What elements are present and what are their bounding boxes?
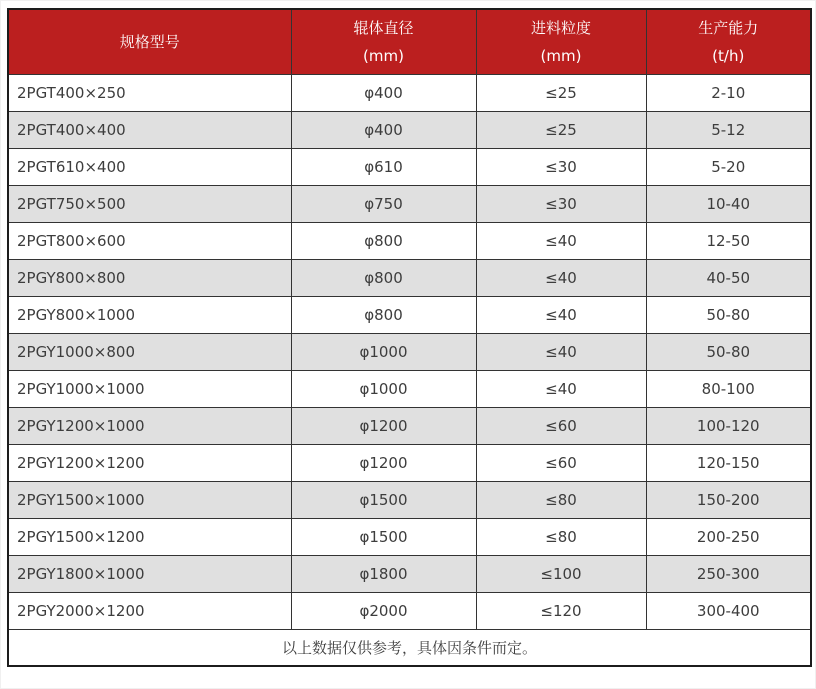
capacity-cell: 150-200 [646, 481, 811, 518]
col-header-capacity-unit: (t/h) [712, 46, 745, 65]
spec-row [8, 74, 811, 111]
spec-row [8, 259, 811, 296]
capacity-cell: 5-20 [646, 148, 811, 185]
col-header-feed-size-title: 进料粒度 [530, 18, 591, 37]
model-cell: 2PGT800×600 [8, 222, 291, 259]
model-cell: 2PGT400×250 [8, 74, 291, 111]
model-cell: 2PGT750×500 [8, 185, 291, 222]
feed-size-cell: ≤120 [476, 592, 646, 629]
model-cell: 2PGY800×800 [8, 259, 291, 296]
model-cell: 2PGY2000×1200 [8, 592, 291, 629]
model-cell: 2PGY800×1000 [8, 296, 291, 333]
roller-diameter-cell: φ2000 [291, 592, 476, 629]
model-cell: 2PGY1800×1000 [8, 555, 291, 592]
col-header-capacity-title: 生产能力 [698, 18, 759, 37]
roller-diameter-cell: φ400 [291, 74, 476, 111]
feed-size-cell: ≤30 [476, 185, 646, 222]
capacity-cell: 100-120 [646, 407, 811, 444]
capacity-cell: 250-300 [646, 555, 811, 592]
footer-note: 以上数据仅供参考，具体因条件而定。 [8, 629, 811, 666]
spec-row [8, 444, 811, 481]
model-cell: 2PGT610×400 [8, 148, 291, 185]
spec-row [8, 333, 811, 370]
spec-row [8, 296, 811, 333]
table-body [8, 74, 811, 629]
col-header-model-title: 规格型号 [119, 32, 180, 51]
feed-size-cell: ≤80 [476, 518, 646, 555]
roller-diameter-cell: φ1000 [291, 370, 476, 407]
capacity-cell: 300-400 [646, 592, 811, 629]
col-header-feed-size [476, 9, 646, 74]
roller-diameter-cell: φ1200 [291, 444, 476, 481]
capacity-cell: 12-50 [646, 222, 811, 259]
roller-diameter-cell: φ610 [291, 148, 476, 185]
roller-diameter-cell: φ1000 [291, 333, 476, 370]
model-cell: 2PGY1500×1000 [8, 481, 291, 518]
feed-size-cell: ≤60 [476, 407, 646, 444]
roller-diameter-cell: φ1500 [291, 518, 476, 555]
roller-diameter-cell: φ800 [291, 296, 476, 333]
feed-size-cell: ≤25 [476, 111, 646, 148]
col-header-feed-size-unit: (mm) [540, 46, 582, 65]
col-header-model [8, 9, 291, 74]
feed-size-cell: ≤100 [476, 555, 646, 592]
header-row [8, 9, 811, 74]
col-header-roller-diameter-unit: (mm) [363, 46, 404, 65]
capacity-cell: 50-80 [646, 296, 811, 333]
spec-row [8, 481, 811, 518]
capacity-cell: 5-12 [646, 111, 811, 148]
spec-row [8, 370, 811, 407]
model-cell: 2PGY1000×1000 [8, 370, 291, 407]
model-cell: 2PGY1200×1000 [8, 407, 291, 444]
model-cell: 2PGY1500×1200 [8, 518, 291, 555]
footer-row [8, 629, 811, 666]
model-cell: 2PGY1000×800 [8, 333, 291, 370]
spec-row [8, 407, 811, 444]
feed-size-cell: ≤30 [476, 148, 646, 185]
roller-diameter-cell: φ400 [291, 111, 476, 148]
capacity-cell: 200-250 [646, 518, 811, 555]
capacity-cell: 40-50 [646, 259, 811, 296]
feed-size-cell: ≤25 [476, 74, 646, 111]
feed-size-cell: ≤60 [476, 444, 646, 481]
roller-diameter-cell: φ800 [291, 222, 476, 259]
spec-row [8, 592, 811, 629]
col-header-roller-diameter [291, 9, 476, 74]
spec-row [8, 518, 811, 555]
spec-table [7, 8, 812, 667]
spec-row [8, 185, 811, 222]
spec-row [8, 222, 811, 259]
model-cell: 2PGY1200×1200 [8, 444, 291, 481]
spec-row [8, 111, 811, 148]
feed-size-cell: ≤80 [476, 481, 646, 518]
spec-row [8, 148, 811, 185]
roller-diameter-cell: φ750 [291, 185, 476, 222]
roller-diameter-cell: φ1800 [291, 555, 476, 592]
feed-size-cell: ≤40 [476, 296, 646, 333]
roller-diameter-cell: φ1200 [291, 407, 476, 444]
roller-diameter-cell: φ800 [291, 259, 476, 296]
model-cell: 2PGT400×400 [8, 111, 291, 148]
roller-diameter-cell: φ1500 [291, 481, 476, 518]
col-header-capacity [646, 9, 811, 74]
capacity-cell: 80-100 [646, 370, 811, 407]
feed-size-cell: ≤40 [476, 259, 646, 296]
capacity-cell: 10-40 [646, 185, 811, 222]
capacity-cell: 2-10 [646, 74, 811, 111]
col-header-roller-diameter-title: 辊体直径 [353, 18, 414, 37]
capacity-cell: 50-80 [646, 333, 811, 370]
capacity-cell: 120-150 [646, 444, 811, 481]
spec-row [8, 555, 811, 592]
feed-size-cell: ≤40 [476, 370, 646, 407]
feed-size-cell: ≤40 [476, 333, 646, 370]
feed-size-cell: ≤40 [476, 222, 646, 259]
